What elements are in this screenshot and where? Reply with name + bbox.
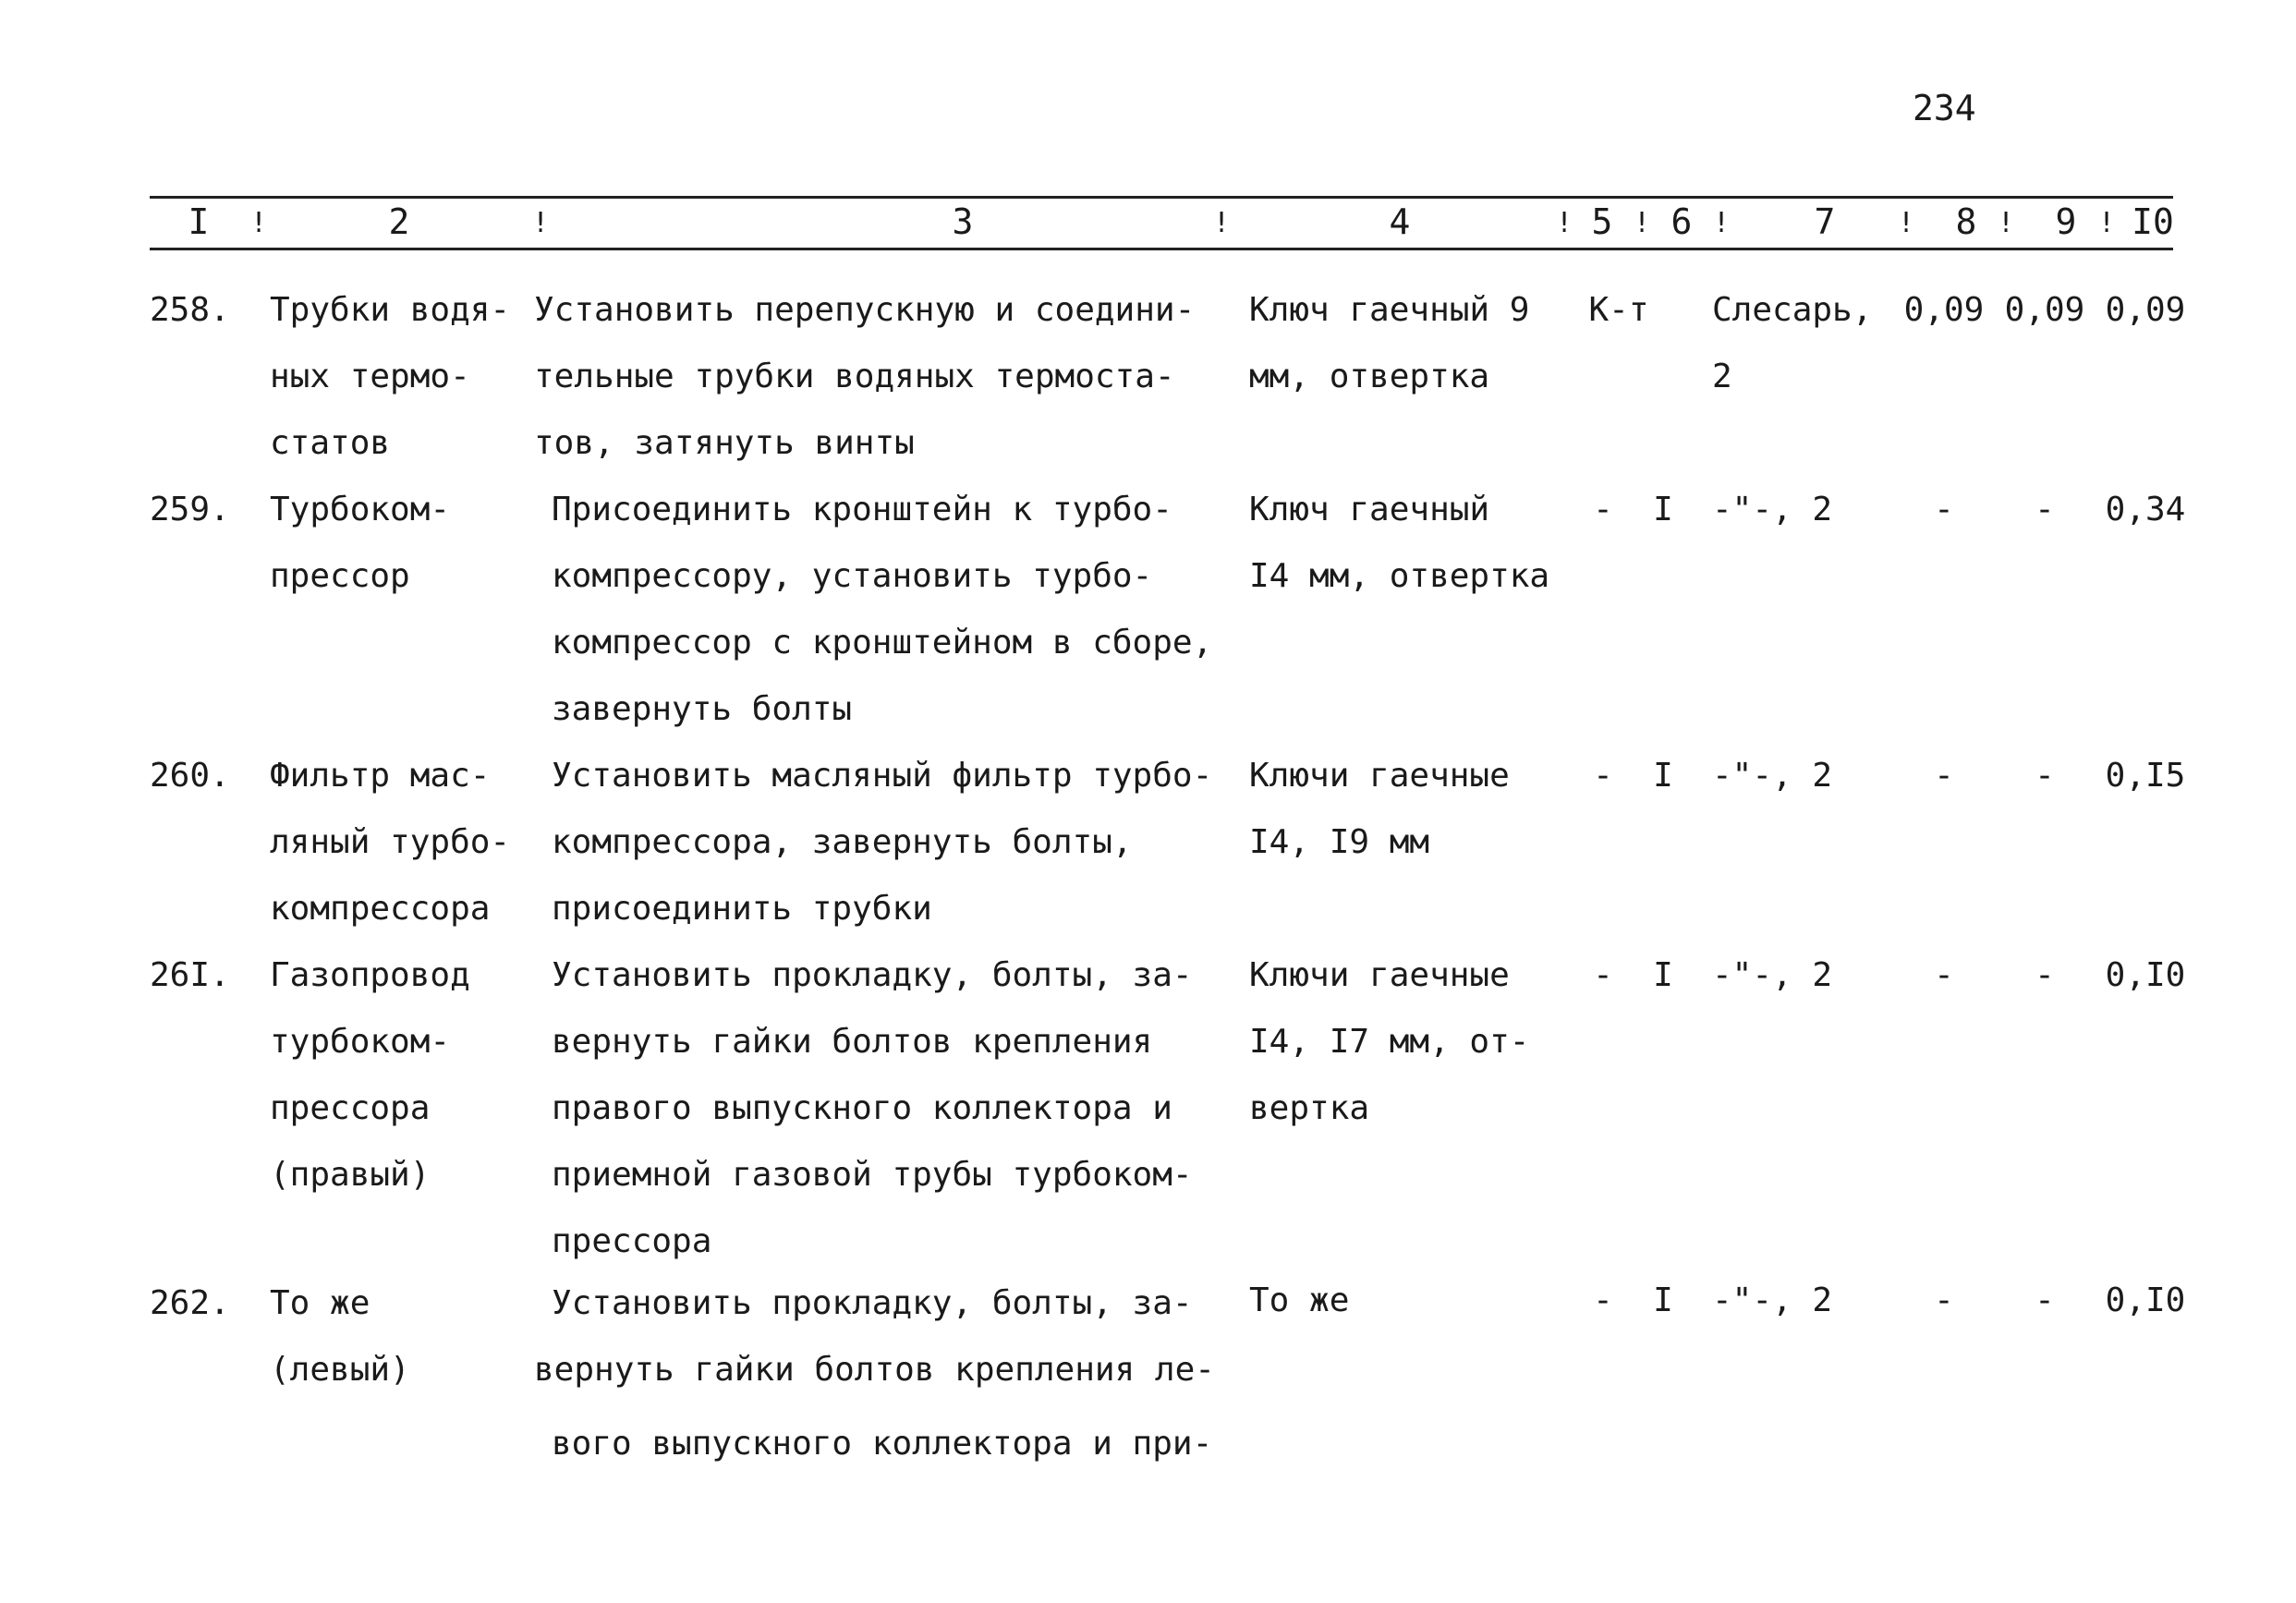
header-col-2: 2: [388, 201, 410, 242]
header-separator: !: [1712, 207, 1731, 239]
part-name-line: (левый): [270, 1351, 410, 1389]
worker-line: -"-, 2: [1712, 757, 1833, 795]
operation-line: Установить прокладку, болты, за-: [552, 956, 1193, 994]
tool-line: I4 мм, отвертка: [1249, 557, 1550, 595]
operation-line: тельные трубки водяных термоста-: [534, 358, 1175, 395]
time-col-10: 0,34: [2105, 491, 2186, 528]
row-number: 258.: [150, 291, 230, 329]
operation-line: приемной газовой трубы турбоком-: [552, 1156, 1193, 1194]
operation-line: Установить прокладку, болты, за-: [552, 1284, 1193, 1322]
header-col-6: 6: [1670, 201, 1693, 242]
time-col-9: 0,09: [2004, 291, 2085, 329]
worker-line: Слесарь,: [1712, 291, 1873, 329]
tool-line: Ключи гаечные: [1249, 757, 1510, 795]
tool-line: То же: [1249, 1281, 1350, 1319]
time-col-8: -: [1934, 491, 1954, 528]
time-col-8: -: [1934, 1281, 1954, 1319]
header-col-4: 4: [1389, 201, 1411, 242]
time-col-10: 0,I0: [2105, 1281, 2186, 1319]
operation-line: тов, затянуть винты: [534, 424, 915, 462]
operation-line: компрессору, установить турбо-: [552, 557, 1153, 595]
time-col-9: -: [2035, 1281, 2055, 1319]
header-separator: !: [531, 207, 550, 239]
time-col-10: 0,I0: [2105, 956, 2186, 994]
time-col-9: -: [2035, 491, 2055, 528]
time-col-8: -: [1934, 757, 1954, 795]
tool-line: Ключ гаечный 9: [1249, 291, 1530, 329]
tool-line: Ключи гаечные: [1249, 956, 1510, 994]
part-name-line: Фильтр мас-: [270, 757, 491, 795]
part-name-line: турбоком-: [270, 1023, 451, 1061]
part-name-line: прессор: [270, 557, 410, 595]
time-col-9: -: [2035, 757, 2055, 795]
operation-line: завернуть болты: [552, 690, 853, 728]
row-number: 259.: [150, 491, 230, 528]
header-col-5: 5: [1591, 201, 1613, 242]
part-name-line: ляный турбо-: [270, 823, 511, 861]
time-col-8: -: [1934, 956, 1954, 994]
row-number: 262.: [150, 1284, 230, 1322]
operation-line: Присоединить кронштейн к турбо-: [552, 491, 1172, 528]
header-separator: !: [249, 207, 268, 239]
operation-line: вернуть гайки болтов крепления: [552, 1023, 1153, 1061]
header-col-8: 8: [1955, 201, 1977, 242]
row-number: 26I.: [150, 956, 230, 994]
part-name-line: компрессора: [270, 890, 491, 928]
part-name-line: Турбоком-: [270, 491, 451, 528]
part-name-line: прессора: [270, 1089, 431, 1127]
header-separator: !: [2097, 207, 2116, 239]
worker-line: -"-, 2: [1712, 956, 1833, 994]
quantity-cell: I: [1653, 956, 1673, 994]
dash-cell: -: [1593, 956, 1613, 994]
quantity-cell: К-т: [1588, 291, 1649, 329]
time-col-10: 0,I5: [2105, 757, 2186, 795]
table-rule-bottom: [150, 248, 2173, 250]
time-col-10: 0,09: [2105, 291, 2186, 329]
part-name-line: (правый): [270, 1156, 431, 1194]
page-number: 234: [1913, 88, 1976, 128]
part-name-line: ных термо-: [270, 358, 470, 395]
part-name-line: То же: [270, 1284, 371, 1322]
worker-line: -"-, 2: [1712, 1281, 1833, 1319]
operation-line: прессора: [552, 1222, 712, 1260]
header-separator: !: [1555, 207, 1573, 239]
tool-line: вертка: [1249, 1089, 1370, 1127]
tool-line: мм, отвертка: [1249, 358, 1490, 395]
header-col-3: 3: [952, 201, 974, 242]
operation-line: компрессора, завернуть болты,: [552, 823, 1133, 861]
dash-cell: -: [1593, 491, 1613, 528]
time-col-8: 0,09: [1903, 291, 1985, 329]
operation-line: вого выпускного коллектора и при-: [552, 1425, 1213, 1463]
table-rule-top: [150, 196, 2173, 199]
operation-line: компрессор с кронштейном в сборе,: [552, 624, 1213, 662]
header-separator: !: [1897, 207, 1915, 239]
quantity-cell: I: [1653, 491, 1673, 528]
quantity-cell: I: [1653, 757, 1673, 795]
part-name-line: Газопровод: [270, 956, 470, 994]
time-col-9: -: [2035, 956, 2055, 994]
header-separator: !: [1633, 207, 1651, 239]
header-col-10: I0: [2132, 201, 2174, 242]
tool-line: I4, I7 мм, от-: [1249, 1023, 1530, 1061]
quantity-cell: I: [1653, 1281, 1673, 1319]
header-col-1: I: [188, 201, 210, 242]
worker-line: -"-, 2: [1712, 491, 1833, 528]
operation-line: правого выпускного коллектора и: [552, 1089, 1172, 1127]
tool-line: I4, I9 мм: [1249, 823, 1430, 861]
header-col-7: 7: [1814, 201, 1836, 242]
part-name-line: статов: [270, 424, 391, 462]
part-name-line: Трубки водя-: [270, 291, 511, 329]
operation-line: Установить масляный фильтр турбо-: [552, 757, 1213, 795]
tool-line: Ключ гаечный: [1249, 491, 1490, 528]
header-separator: !: [1997, 207, 2015, 239]
row-number: 260.: [150, 757, 230, 795]
header-separator: !: [1212, 207, 1231, 239]
operation-line: вернуть гайки болтов крепления ле-: [534, 1351, 1215, 1389]
worker-line: 2: [1712, 358, 1732, 395]
operation-line: Установить перепускную и соедини-: [534, 291, 1196, 329]
dash-cell: -: [1593, 1281, 1613, 1319]
operation-line: присоединить трубки: [552, 890, 932, 928]
dash-cell: -: [1593, 757, 1613, 795]
header-col-9: 9: [2055, 201, 2077, 242]
